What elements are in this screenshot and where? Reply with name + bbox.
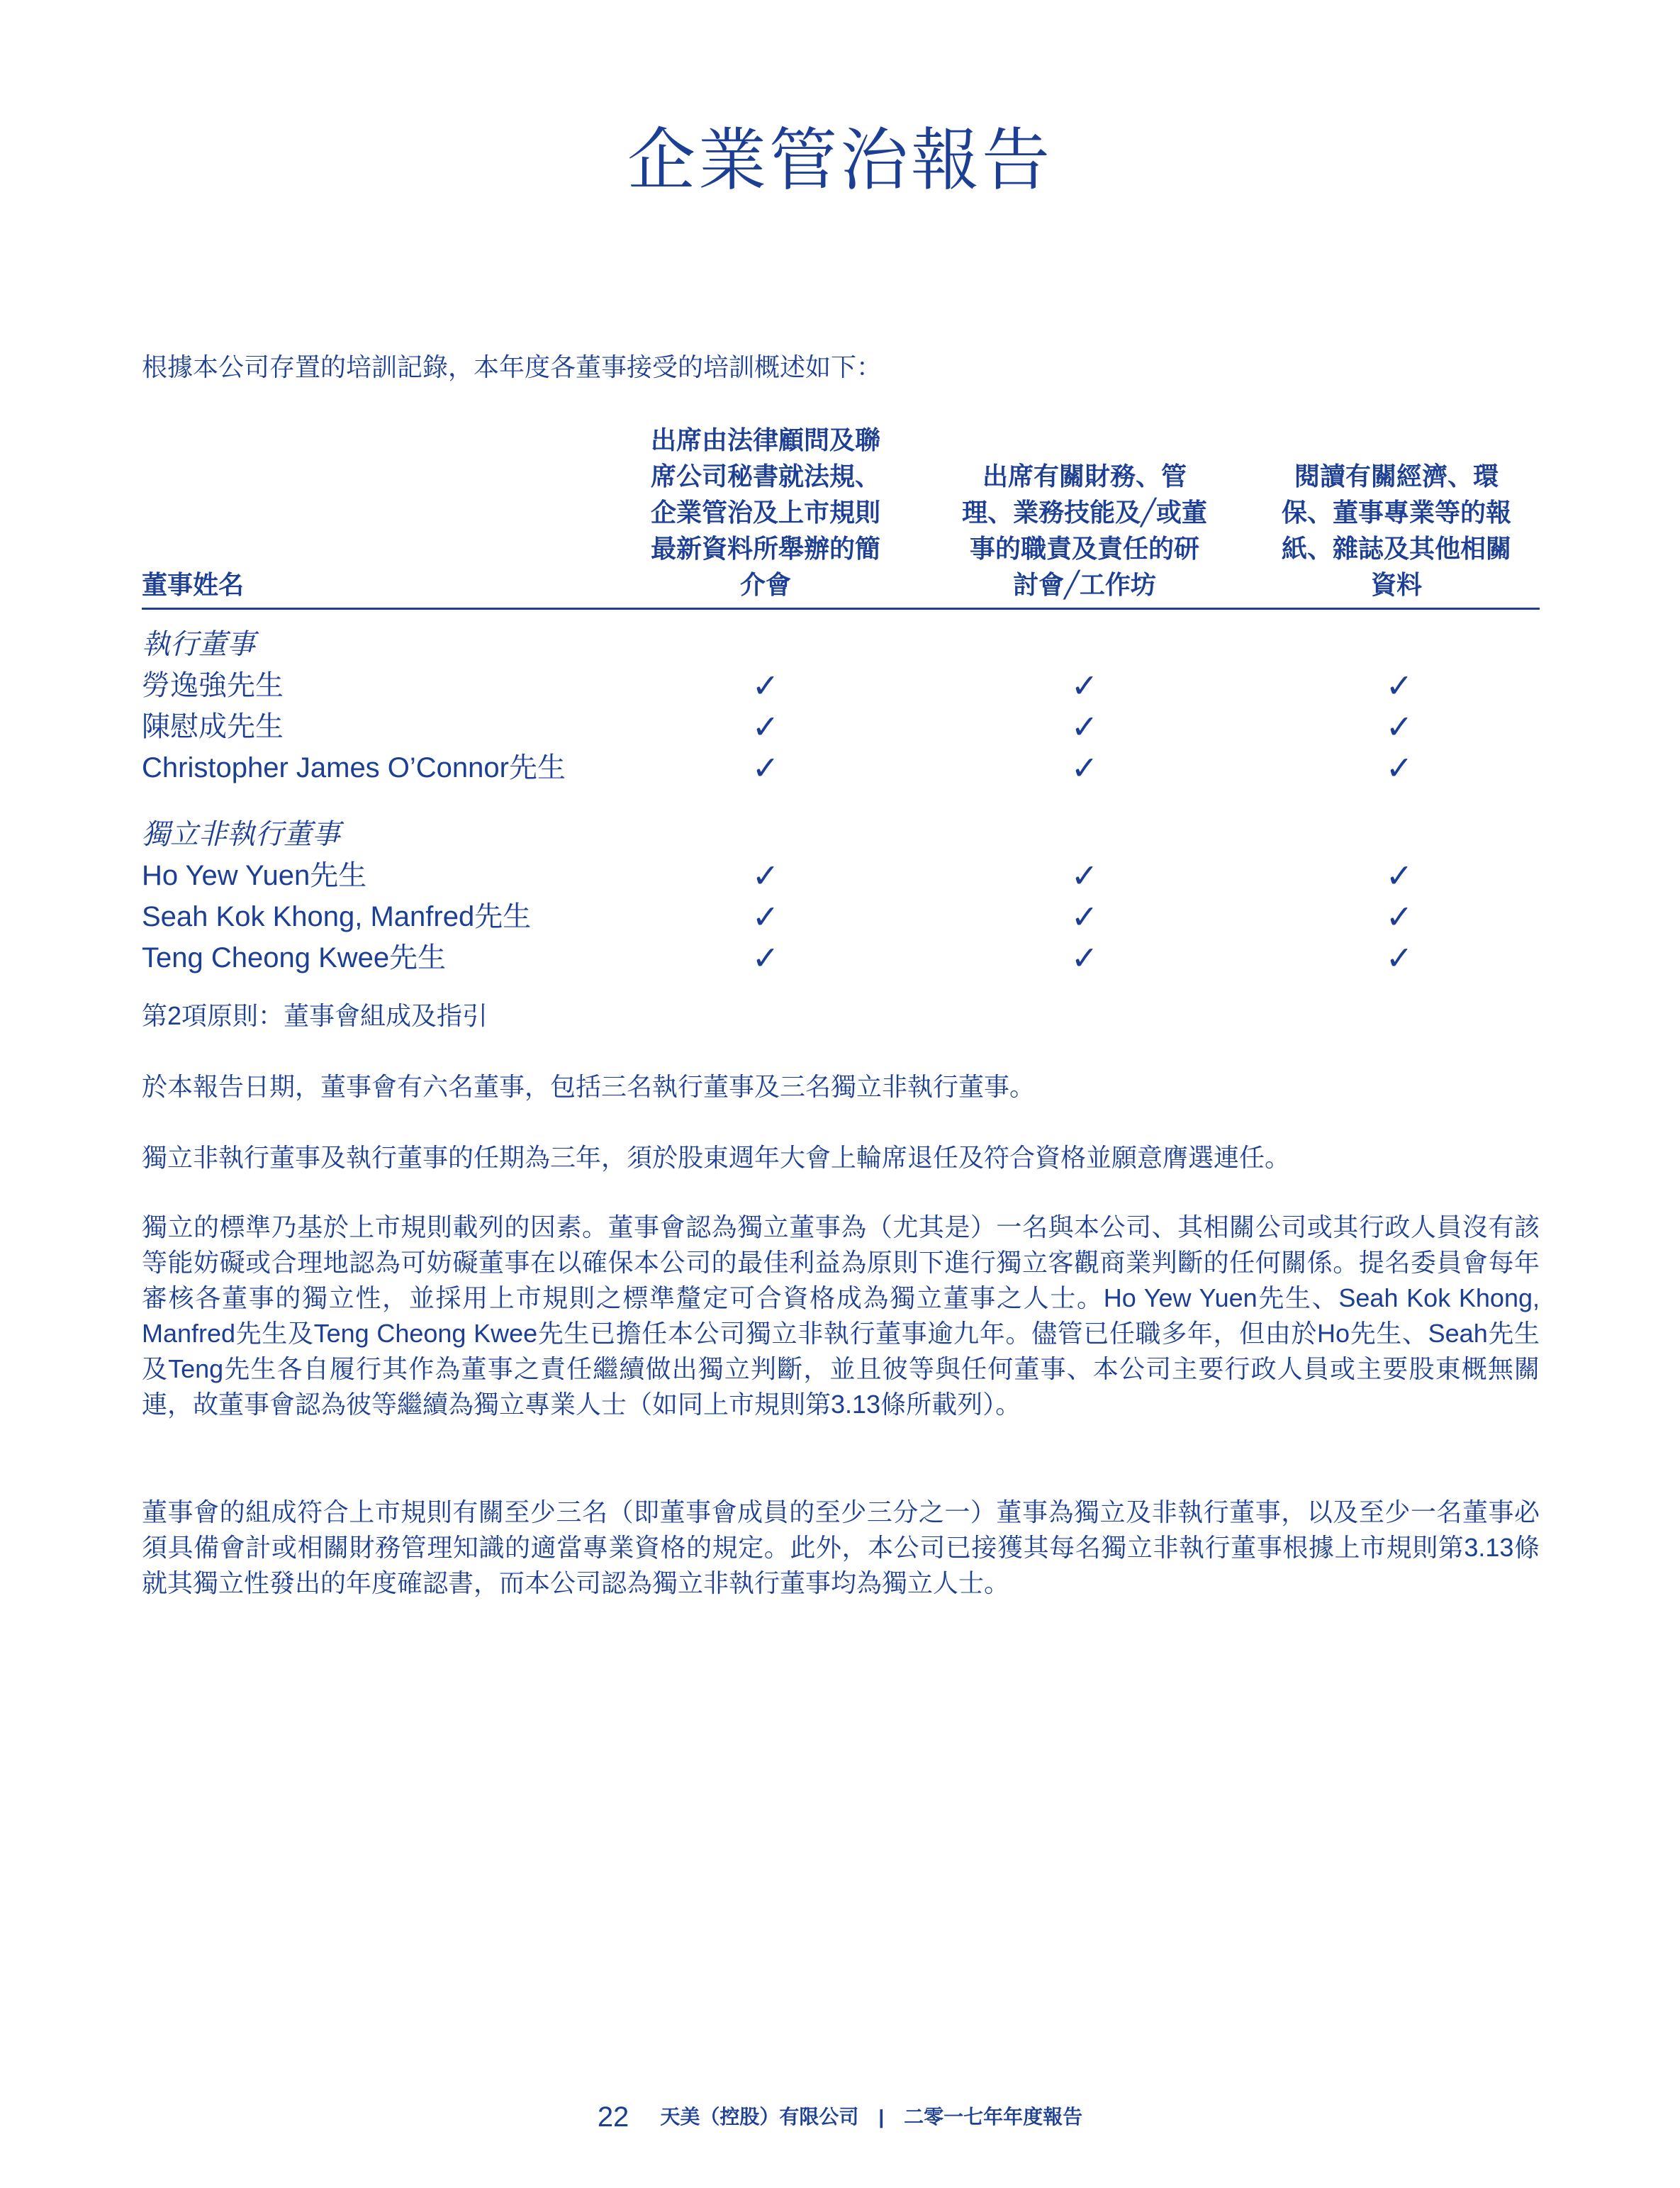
checkmark-icon: ✓	[1385, 898, 1413, 935]
checkmark-icon: ✓	[1070, 667, 1099, 704]
paragraph-board-composition: 於本報告日期，董事會有六名董事，包括三名執行董事及三名獨立非執行董事。	[142, 1072, 1036, 1101]
header-line: 出席由法律顧問及聯	[650, 425, 880, 454]
header-line: 介會	[739, 570, 791, 599]
header-line: 企業管治及上市規則	[650, 498, 880, 527]
table-header-divider	[142, 608, 1540, 610]
paragraph-term-of-office: 獨立非執行董事及執行董事的任期為三年，須於股東週年大會上輪席退任及符合資格並願意膺選連任。	[142, 1143, 1291, 1172]
page-number: 22	[597, 2102, 629, 2133]
header-line: 最新資料所舉辦的簡	[650, 534, 880, 563]
director-name: Christopher James O’Connor先生	[142, 752, 566, 783]
header-line: 資料	[1370, 570, 1422, 599]
paragraph-listing-rules: 董事會的組成符合上市規則有關至少三名（即董事會成員的至少三分之一）董事為獨立及非執行董事，以及至少一名董事必須具備會計或相關財務管理知識的適當專業資格的規定。此外，本公司已接獲其每名獨立非執行董事根據上市規則第3.13條就其獨立性發出的年度確認書，而本公司認為獨立非執行董事均為獨立人士。	[142, 1497, 1540, 1597]
header-line: 保、董事專業等的報	[1281, 498, 1511, 527]
director-name: Teng Cheong Kwee先生	[142, 942, 447, 973]
table-row	[142, 896, 1540, 937]
checkmark-icon: ✓	[1070, 939, 1099, 976]
training-table-header	[142, 425, 1540, 608]
checkmark-icon: ✓	[1070, 749, 1099, 786]
checkmark-icon: ✓	[751, 708, 780, 745]
director-name-header: 董事姓名	[142, 570, 245, 599]
header-line: 事的職責及責任的研	[969, 534, 1199, 563]
checkmark-icon: ✓	[1385, 749, 1413, 786]
principle-heading: 第2項原則：董事會組成及指引	[142, 1001, 488, 1030]
header-line: 閱讀有關經濟、環	[1294, 462, 1499, 491]
column-header-briefings	[624, 422, 907, 603]
checkmark-icon: ✓	[751, 667, 780, 704]
header-line: 理、業務技能及╱或董	[962, 498, 1207, 527]
director-name: 陳慰成先生	[142, 711, 284, 742]
checkmark-icon: ✓	[1385, 939, 1413, 976]
table-row	[142, 855, 1540, 896]
checkmark-icon: ✓	[1070, 857, 1099, 894]
table-row	[142, 665, 1540, 706]
table-row	[142, 937, 1540, 978]
checkmark-icon: ✓	[1385, 667, 1413, 704]
checkmark-icon: ✓	[751, 939, 780, 976]
header-line: 出席有關財務、管	[982, 462, 1187, 491]
table-row	[142, 747, 1540, 788]
table-row	[142, 706, 1540, 747]
checkmark-icon: ✓	[1385, 708, 1413, 745]
checkmark-icon: ✓	[1385, 857, 1413, 894]
company-name: 天美（控股）有限公司	[660, 2106, 859, 2128]
paragraph-independence: 獨立的標準乃基於上市規則載列的因素。董事會認為獨立董事為（尤其是）一名與本公司、其相關公司或其行政人員沒有該等能妨礙或合理地認為可妨礙董事在以確保本公司的最佳利益為原則下進行獨立客觀商業判斷的任何關係。提名委員會每年審核各董事的獨立性，並採用上市規則之標準釐定可合資格成為獨立董事之人士。Ho Yew Yuen先生、Seah Kok Khong, Manfred先生及Teng Cheong Kwee先生已擔任本公司獨立非執行董事逾九年。儘管已任職多年，但由於Ho先生、Seah先生及Teng先生各自履行其作為董事之責任繼續做出獨立判斷，並且彼等與任何董事、本公司主要行政人員或主要股東概無關連，故董事會認為彼等繼續為獨立專業人士（如同上市規則第3.13條所載列）。	[142, 1212, 1540, 1419]
checkmark-icon: ✓	[751, 898, 780, 935]
group-title-independent: 獨立非執行董事	[142, 819, 340, 850]
header-line: 席公司秘書就法規、	[650, 462, 880, 491]
report-name: 二零一七年年度報告	[904, 2106, 1083, 2128]
column-header-seminars	[936, 458, 1233, 603]
director-name: Seah Kok Khong, Manfred先生	[142, 901, 532, 932]
checkmark-icon: ✓	[1070, 898, 1099, 935]
training-table-body	[142, 624, 1540, 978]
header-line: 討會╱工作坊	[1013, 570, 1156, 599]
director-name: 勞逸強先生	[142, 670, 284, 701]
group-title-executive: 執行董事	[142, 629, 255, 660]
page-footer	[0, 2102, 1680, 2133]
checkmark-icon: ✓	[751, 857, 780, 894]
checkmark-icon: ✓	[1070, 708, 1099, 745]
checkmark-icon: ✓	[751, 749, 780, 786]
header-line: 紙、雜誌及其他相關	[1281, 534, 1511, 563]
column-header-reading	[1248, 458, 1545, 603]
director-name: Ho Yew Yuen先生	[142, 860, 367, 891]
page-title: 企業管治報告	[627, 121, 1053, 200]
footer-separator: |	[878, 2106, 885, 2128]
training-intro: 根據本公司存置的培訓記錄，本年度各董事接受的培訓概述如下：	[142, 352, 883, 381]
